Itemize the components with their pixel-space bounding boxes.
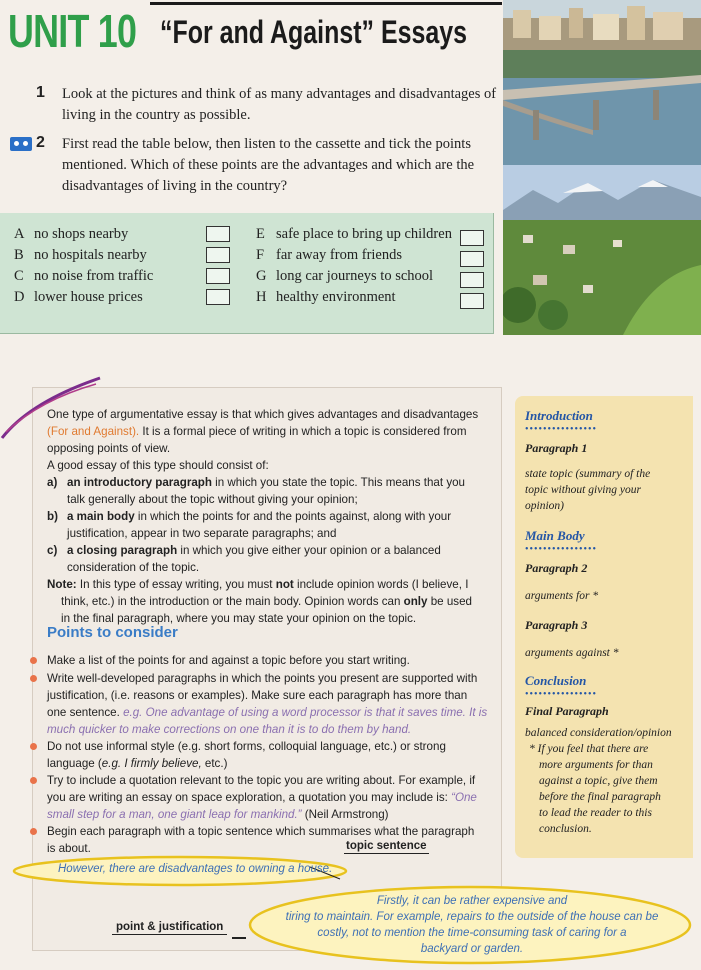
structure-item-c: c) a closing paragraph in which you give either your opinion or a balanced consideration of the topic. (47, 544, 441, 574)
tick-box-e[interactable] (460, 230, 484, 246)
point-f: F far away from friends (256, 247, 403, 263)
for-against-highlight: (For and Against). (47, 425, 140, 438)
task-1-text: Look at the pictures and think of as many advantages and disadvantages of living in the country as possible. (62, 86, 497, 123)
bullet-1 (30, 657, 37, 664)
consider-3: Do not use informal style (e.g. short forms, colloquial language, etc.) or strong language (e.g. I firmly believe, etc.) (47, 740, 446, 770)
plan-conclusion: Conclusion (525, 673, 587, 688)
tick-box-c[interactable] (206, 268, 230, 284)
point-justification-label: point & justification (112, 921, 227, 935)
point-d: D lower house prices (14, 289, 143, 305)
plan-dots-2: •••••••••••••••• (525, 544, 598, 555)
tick-box-a[interactable] (206, 226, 230, 242)
plan-paragraph-1-text: state topic (summary of the topic without giving your opinion) (525, 468, 651, 512)
photo-town-bridge (503, 0, 701, 165)
intro-line-3: opposing points of view. (47, 442, 171, 455)
topic-sentence-label: topic sentence (346, 840, 427, 852)
plan-dots-1: •••••••••••••••• (525, 424, 598, 435)
point-h: H healthy environment (256, 289, 396, 305)
plan-introduction: Introduction (525, 408, 593, 423)
tick-box-h[interactable] (460, 293, 484, 309)
intro-line-4: A good essay of this type should consist of: (47, 459, 269, 472)
pointer-line (232, 937, 246, 939)
point-e: E safe place to bring up children (256, 226, 452, 242)
header-rule (150, 2, 502, 5)
points-to-consider-heading: Points to consider (47, 624, 178, 641)
plan-paragraph-2-text: arguments for * (525, 590, 599, 602)
bullet-4 (30, 777, 37, 784)
plan-asterisk-note: * If you feel that there are more arguments for than against a topic, give them before the final paragraph to lead the reader to this conclusion. (529, 743, 661, 835)
task-2-text: First read the table below, then listen to the cassette and tick the points mentioned. Which of these points are the advantages and which are the disadvantages of living in the country? (62, 136, 475, 194)
structure-item-a: a) an introductory paragraph in which you state the topic. This means that you talk generally about the topic without giving your opinion; (47, 476, 466, 506)
page-title: “For and Against” Essays (160, 14, 468, 50)
bullet-5 (30, 828, 37, 835)
consider-2: Write well-developed paragraphs in which the points you present are supported with justification, (i.e. reasons or examples). Make sure each paragraph has more than one sentence. e.g. One advantage of using a word processor is that it saves time. It is much quicker to make corrections on one than it is to do them by hand. (47, 672, 488, 736)
bullet-3 (30, 743, 37, 750)
tick-box-g[interactable] (460, 272, 484, 288)
structure-item-b: b) a main body in which the points for and the points against, along with your justification, appear in two separate paragraphs; and (47, 510, 452, 540)
support-example: Firstly, it can be rather expensive and tiring to maintain. For example, repairs to the outside of the house can be costly, not to mention the time-consuming task of caring for a backyard or garden. (285, 895, 659, 955)
note: Note: In this type of essay writing, you must not include opinion words (I believe, I think, etc.) in the introduction or the main body. Opinion words can only be used in the final paragraph, where you may state your opinion on the topic. (47, 578, 472, 625)
plan-paragraph-2: Paragraph 2 (525, 561, 588, 575)
plan-final-text: balanced consideration/opinion (525, 727, 672, 739)
task-2-number: 2 (36, 134, 45, 151)
plan-paragraph-1: Paragraph 1 (525, 441, 588, 455)
plan-paragraph-3-text: arguments against * (525, 647, 619, 659)
plan-paragraph-3: Paragraph 3 (525, 618, 588, 632)
plan-main-body: Main Body (525, 528, 585, 543)
topic-sentence-example: However, there are disadvantages to owning a house. (58, 863, 333, 875)
tick-box-f[interactable] (460, 251, 484, 267)
plan-dots-3: •••••••••••••••• (525, 689, 598, 700)
unit-title: UNIT 10 (8, 5, 137, 57)
cassette-icon (10, 137, 32, 151)
point-c: C no noise from traffic (14, 268, 154, 284)
tick-box-b[interactable] (206, 247, 230, 263)
bullet-2 (30, 675, 37, 682)
point-g: G long car journeys to school (256, 268, 434, 284)
point-b: B no hospitals nearby (14, 247, 147, 263)
photo-countryside (503, 165, 701, 335)
consider-5: Begin each paragraph with a topic sentence which summarises what the paragraph is about. (47, 825, 475, 855)
intro-line-1: One type of argumentative essay is that which gives advantages and disadvantages (47, 408, 479, 421)
tick-box-d[interactable] (206, 289, 230, 305)
intro-line-2: (For and Against). It is a formal piece of writing in which a topic is considered from (47, 425, 467, 438)
consider-1: Make a list of the points for and against a topic before you start writing. (47, 654, 410, 667)
consider-4: Try to include a quotation relevant to the topic you are writing about. For example, if you are writing an essay on space exploration, a quotation you may include is: “One small step for a man, one giant leap for mankind.” (Neil Armstrong) (47, 774, 477, 821)
point-a: A no shops nearby (14, 226, 129, 242)
plan-final-paragraph: Final Paragraph (525, 704, 609, 718)
task-1-number: 1 (36, 84, 45, 101)
